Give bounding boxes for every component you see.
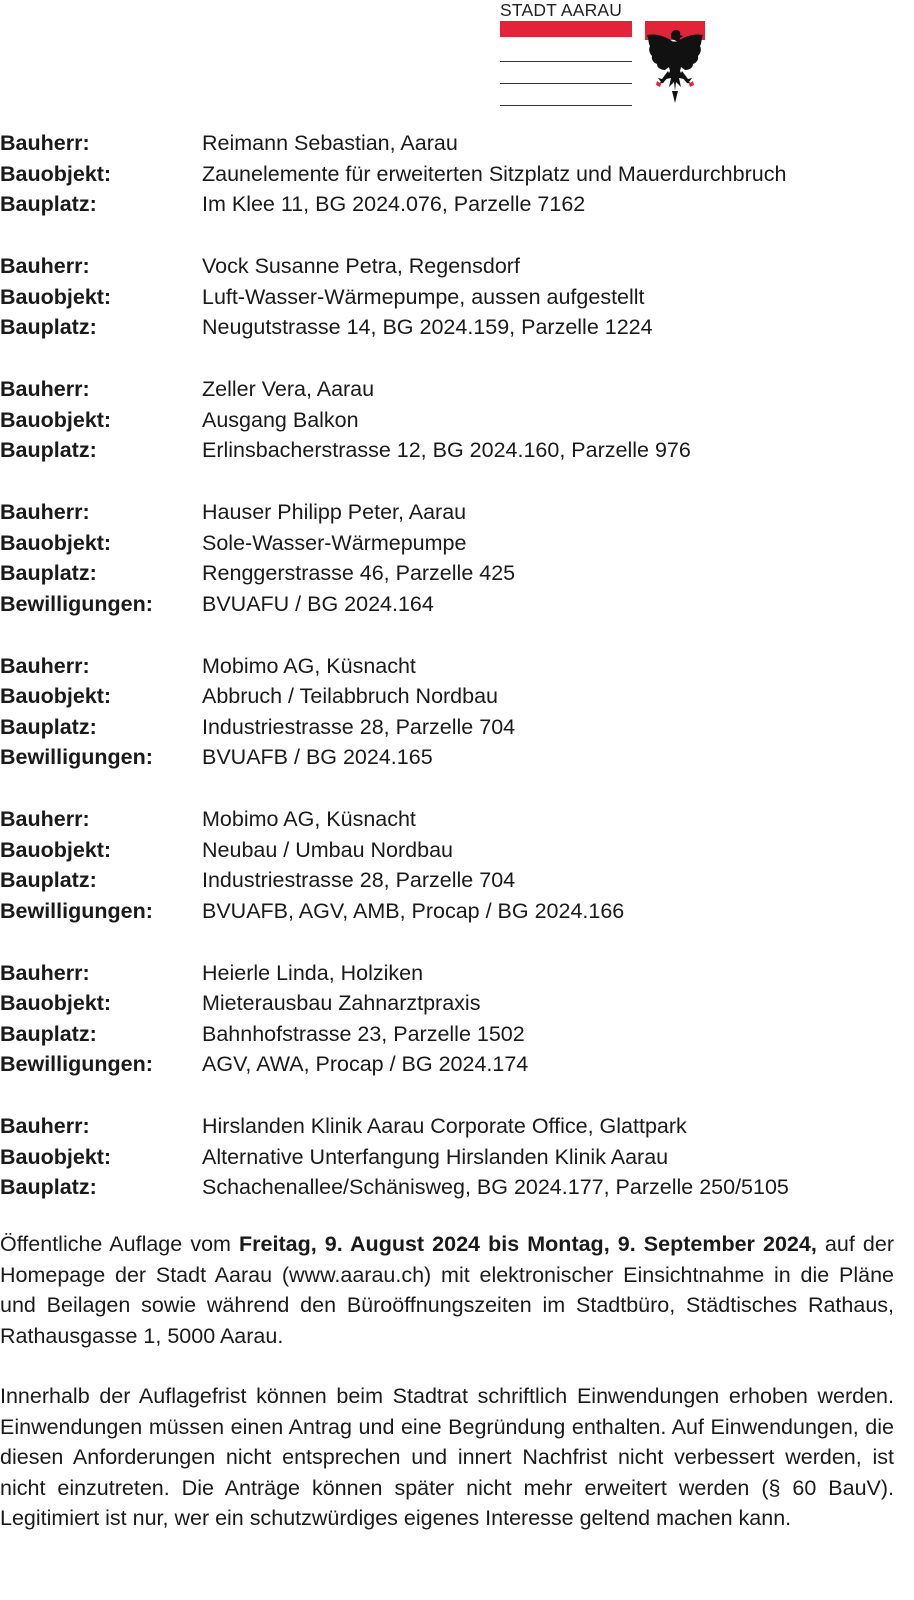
field-label: Bauobjekt:: [0, 407, 112, 432]
permit-row: [0, 282, 914, 313]
field-label: Bauobjekt:: [0, 684, 112, 708]
field-value: Zeller Vera, Aarau: [202, 377, 375, 401]
logo-title: STADT AARAU: [500, 0, 623, 20]
permit-entry: [0, 1111, 914, 1203]
field-value: Hauser Philipp Peter, Aarau: [202, 500, 467, 524]
stadt-aarau-logo: [500, 0, 710, 112]
permit-row: [0, 958, 914, 989]
permit-row: [0, 528, 914, 559]
field-label: Bauherr:: [0, 131, 90, 155]
permit-row: [0, 1019, 914, 1050]
permit-row: [0, 251, 914, 282]
logo-red-bar: [500, 21, 632, 37]
permit-entry: [0, 804, 914, 926]
field-value: Hirslanden Klinik Aarau Corporate Office, Glattpark: [202, 1114, 687, 1138]
field-label: Bauherr:: [0, 807, 90, 831]
permit-row: [0, 1172, 914, 1203]
field-value: Zaunelemente für erweiterten Sitzplatz und Mauerdurchbruch: [202, 161, 787, 186]
field-label: Bauplatz:: [0, 438, 97, 462]
permit-row: [0, 312, 914, 343]
field-label: Bewilligungen:: [0, 591, 153, 616]
field-value: Schachenallee/Schänisweg, BG 2024.177, Parzelle 250/5105: [202, 1175, 789, 1199]
field-label: Bauplatz:: [0, 561, 97, 585]
permit-entry: [0, 651, 914, 773]
field-label: Bauobjekt:: [0, 161, 112, 186]
permit-row: [0, 589, 914, 620]
permit-row: [0, 1049, 914, 1080]
permit-row: [0, 159, 914, 190]
field-label: Bauobjekt:: [0, 284, 112, 309]
permit-row: [0, 1111, 914, 1142]
field-value: Alternative Unterfangung Hirslanden Klinik Aarau: [202, 1144, 669, 1169]
field-value: Bahnhofstrasse 23, Parzelle 1502: [202, 1021, 525, 1046]
field-value: Renggerstrasse 46, Parzelle 425: [202, 561, 516, 585]
permit-entry: [0, 958, 914, 1080]
field-value: Mobimo AG, Küsnacht: [202, 653, 416, 678]
field-label: Bauplatz:: [0, 315, 97, 339]
permit-entry: [0, 497, 914, 619]
objection-paragraph: Innerhalb der Auflagefrist können beim Stadtrat schriftlich Einwendungen erhoben werden. Einwendungen müssen einen Antrag und eine Begründung enthalten. Auf Einwendungen, die diesen Anforderungen nicht entsprechen und innert Nachfrist nicht verbessert werden, ist nicht einzutreten. Die Anträge können später nicht mehr erweitert werden (§ 60 BauV). Legitimiert ist nur, wer ein schutzwürdiges eigenes Interesse geltend machen kann.: [0, 1384, 894, 1530]
field-value: BVUAFU / BG 2024.164: [202, 591, 434, 616]
permit-row: [0, 558, 914, 589]
permit-row: [0, 435, 914, 466]
field-label: Bauplatz:: [0, 714, 97, 739]
field-label: Bewilligungen:: [0, 898, 153, 923]
permit-row: [0, 804, 914, 835]
logo-line: [500, 61, 632, 62]
field-value: Heierle Linda, Holziken: [202, 960, 424, 985]
field-label: Bauherr:: [0, 1114, 90, 1138]
building-permit-list: [0, 128, 914, 1234]
field-value: Im Klee 11, BG 2024.076, Parzelle 7162: [202, 192, 586, 216]
permit-entry: [0, 128, 914, 220]
field-label: Bewilligungen:: [0, 745, 153, 769]
field-value: Industriestrasse 28, Parzelle 704: [202, 868, 516, 892]
permit-row: [0, 189, 914, 220]
field-label: Bewilligungen:: [0, 1052, 153, 1076]
logo-line: [500, 105, 632, 106]
notice-text-start: Öffentliche Auflage vom: [0, 1232, 240, 1256]
permit-entry: [0, 251, 914, 343]
permit-row: [0, 374, 914, 405]
field-label: Bauplatz:: [0, 1021, 97, 1046]
field-value: Vock Susanne Petra, Regensdorf: [202, 254, 520, 278]
field-label: Bauherr:: [0, 653, 90, 678]
field-value: Industriestrasse 28, Parzelle 704: [202, 714, 516, 739]
field-label: Bauherr:: [0, 377, 90, 401]
field-label: Bauherr:: [0, 254, 90, 278]
permit-row: [0, 988, 914, 1019]
field-value: Luft-Wasser-Wärmepumpe, aussen aufgestellt: [202, 284, 645, 309]
field-label: Bauplatz:: [0, 1175, 97, 1199]
field-value: Mobimo AG, Küsnacht: [202, 807, 416, 831]
logo-line: [500, 83, 632, 84]
permit-row: [0, 865, 914, 896]
field-value: Ausgang Balkon: [202, 407, 359, 432]
field-value: Reimann Sebastian, Aarau: [202, 131, 458, 155]
field-label: Bauherr:: [0, 960, 90, 985]
permit-row: [0, 712, 914, 743]
field-value: BVUAFB / BG 2024.165: [202, 745, 433, 769]
field-label: Bauobjekt:: [0, 1144, 112, 1169]
permit-entry: [0, 374, 914, 466]
public-notice-paragraph: [0, 1229, 894, 1351]
field-label: Bauobjekt:: [0, 991, 112, 1015]
eagle-coat-of-arms-icon: [645, 21, 705, 105]
notice-text-end: auf der Homepage der Stadt Aarau (www.aarau.ch) mit elektronischer Einsichtnahme in die Pläne und Beilagen sowie während den Büroöffnungszeiten im Stadtbüro, Städtisches Rathaus, Rathausgasse 1, 5000 Aarau.: [0, 1232, 894, 1348]
field-value: AGV, AWA, Procap / BG 2024.174: [202, 1052, 529, 1076]
permit-row: [0, 128, 914, 159]
permit-row: [0, 835, 914, 866]
field-value: Sole-Wasser-Wärmepumpe: [202, 530, 467, 555]
field-value: Abbruch / Teilabbruch Nordbau: [202, 684, 499, 708]
field-label: Bauobjekt:: [0, 837, 112, 862]
notice-date-range: Freitag, 9. August 2024 bis Montag, 9. September 2024,: [239, 1232, 817, 1256]
field-value: Mieterausbau Zahnarztpraxis: [202, 991, 481, 1015]
permit-row: [0, 651, 914, 682]
field-value: Neubau / Umbau Nordbau: [202, 837, 453, 862]
permit-row: [0, 681, 914, 712]
field-label: Bauherr:: [0, 500, 90, 524]
permit-row: [0, 1142, 914, 1173]
field-value: Erlinsbacherstrasse 12, BG 2024.160, Parzelle 976: [202, 438, 691, 462]
field-label: Bauobjekt:: [0, 530, 112, 555]
field-value: Neugutstrasse 14, BG 2024.159, Parzelle 1224: [202, 315, 653, 339]
permit-row: [0, 742, 914, 773]
permit-row: [0, 896, 914, 927]
field-value: BVUAFB, AGV, AMB, Procap / BG 2024.166: [202, 898, 625, 923]
field-label: Bauplatz:: [0, 868, 97, 892]
permit-row: [0, 497, 914, 528]
permit-row: [0, 405, 914, 436]
field-label: Bauplatz:: [0, 192, 97, 216]
